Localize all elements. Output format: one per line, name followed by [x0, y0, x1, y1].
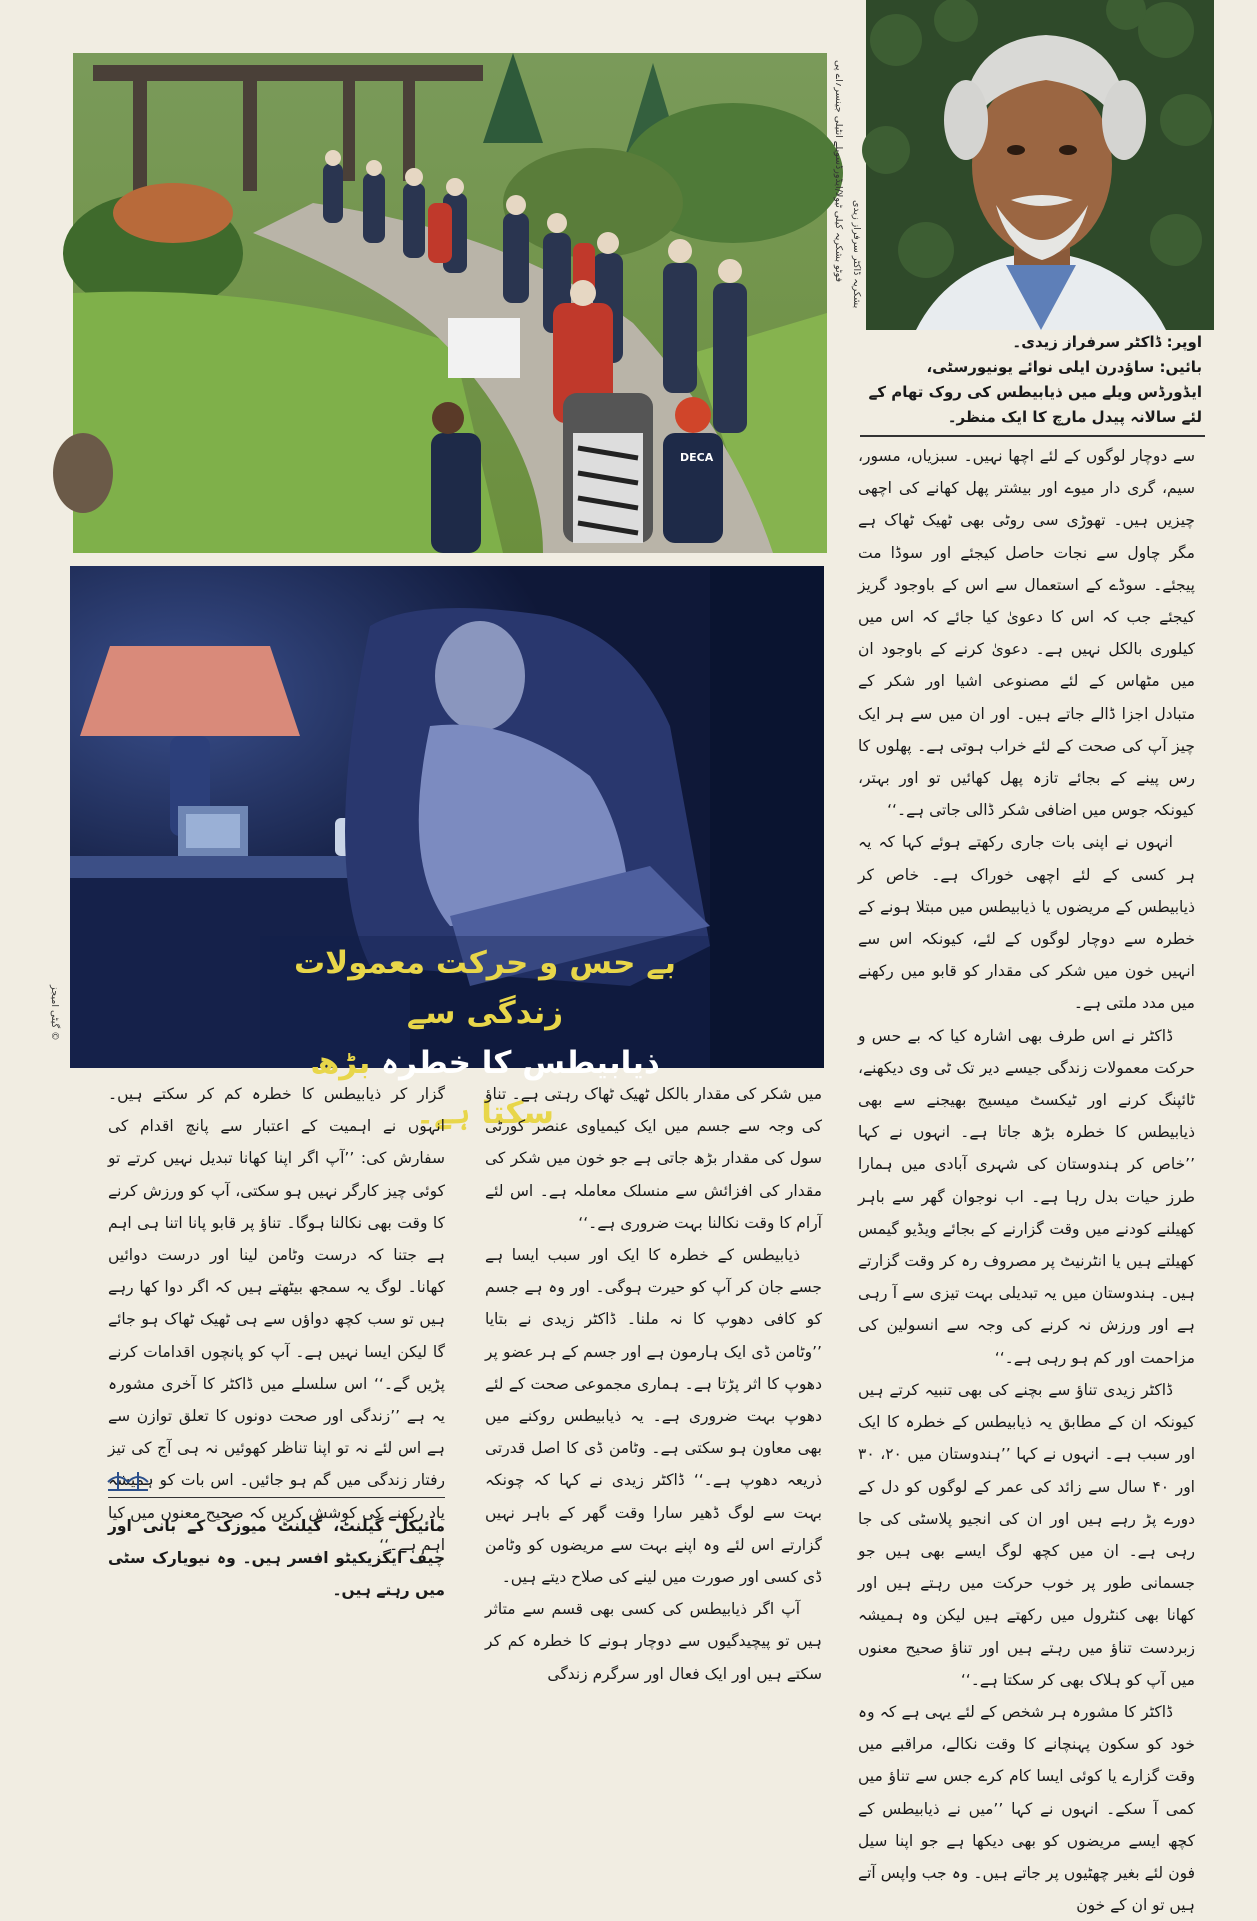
dr-zaidi-portrait [866, 0, 1214, 330]
right-para-4: ڈاکٹر زیدی تناؤ سے بچنے کی بھی تنبیہ کرتے ہیں کیونکہ ان کے مطابق یہ ذیابیطس کے خطرہ کا ایک اور سبب ہے۔ انہوں نے کہا ’’ہندوستان میں ۲۰، ۳۰ اور ۴۰ سال سے زائد کی عمر کے لوگوں کو دل کے دورے پڑ رہے ہیں اور ان کی انجیو پلاسٹی کی جا رہی ہے۔ ان میں کچھ لوگ ایسے بھی ہیں جو جسمانی طور پر خوب حرکت میں رہتے ہیں اور کھانا بھی کنٹرول میں رکھتے ہیں لیکن وہ ہمیشہ زبردست تناؤ میں رہتے ہیں اور تناؤ صحیح معنوں میں آپ کو ہلاک بھی کر سکتا ہے۔‘‘ [858, 1380, 1195, 1689]
sleeping-man-photo [70, 566, 824, 1131]
march-photo-credit: فوٹو بشکریہ کیلی ٹیولا/ایڈورڈسویلے انٹیلی جینسر؍اے پی [833, 60, 844, 283]
march-sign-text: DECA [680, 451, 714, 464]
author-bio-text: مائیکل گیلنٹ، گیلنٹ میوزک کے بانی اور چیف ایگزیکیٹو افسر ہیں۔ وہ نیویارک سٹی میں رہتے ہیں۔ [108, 1517, 445, 1600]
caption-left: بائیں: ساؤدرن ایلی نوائے یونیورسٹی، ایڈورڈس ویلے میں ذیابیطس کی روک تھام کے لئے سالانہ پیدل مارچ کا ایک منظر۔ [868, 358, 1202, 426]
caption-divider [860, 435, 1205, 437]
bridge-ornament-icon [108, 1470, 148, 1498]
right-para-1: سے دوچار لوگوں کے لئے اچھا نہیں۔ سبزیاں، مسور، سیم، گری دار میوے اور بیشتر پھل کھانے کی اچھی چیزیں ہیں۔ تھوڑی سی روٹی بھی ٹھیک ٹھاک ہے مگر چاول سے نجات حاصل کیجئے اور سوڈا مت پیجئے۔ سوڈے کے استعمال سے اس کے باوجود گریز کیجئے جب کہ اس کا دعویٰ کیا جائے کہ اس میں کیلوری بالکل نہیں ہے۔ دعویٰ کرنے کے باوجود ان میں مٹھاس کے لئے مصنوعی اشیا اور شکر کے متبادل اجزا ڈالے جاتے ہیں۔ اور ان میں سے ہر ایک چیز آپ کی صحت کے لئے خراب ہوتی ہے۔ پھلوں کا رس پینے کے بجائے تازہ پھل کھائیں تو اور بہتر، کیونکہ جوس میں اضافی شکر ڈالی جاتی ہے۔‘‘ [858, 447, 1195, 820]
diabetes-walk-photo [73, 53, 827, 553]
middle-para-2: ذیابیطس کے خطرہ کا ایک اور سبب ایسا ہے جسے جان کر آپ کو حیرت ہوگی۔ اور وہ ہے جسم کو کافی دھوپ کا نہ ملنا۔ ڈاکٹر زیدی نے بتایا ’’وٹامن ڈی ایک ہارمون ہے اور جسم کے ہر عضو پر دھوپ کا اثر پڑتا ہے۔ ہماری مجموعی صحت کے لئے دھوپ بہت ضروری ہے۔ یہ ذیابیطس روکنے میں بھی معاون ہو سکتی ہے۔ وٹامن ڈی کا اصل قدرتی ذریعہ دھوپ ہے۔‘‘ ڈاکٹر زیدی نے کہا کہ چونکہ بہت سے لوگ ڈھیر سارا وقت گھر کے باہر نہیں گزارتے اس لئے وہ اپنے بہت سے مریضوں کو وٹامن ڈی کسی اور صورت میں لینے کی صلاح دیتے ہیں۔ [485, 1246, 822, 1587]
sleep-photo-credit: © گیٹی امیجز [49, 985, 60, 1041]
right-para-3: ڈاکٹر نے اس طرف بھی اشارہ کیا کہ بے حس و حرکت معمولات زندگی جیسے دیر تک ٹی وی دیکھنے، ٹائپنگ کرنے اور ٹیکسٹ میسیج بھیجنے سے بھی ذیابیطس کا خطرہ بڑھ جاتا ہے۔ انہوں نے کہا ’’خاص کر ہندوستان کی شہری آبادی میں ہمارا طرز حیات بدل رہا ہے۔ اب نوجوان گھر سے باہر کھیلنے کودنے میں وقت گزارنے کے بجائے ویڈیو گیمس کھیلتے ہیں یا انٹرنیٹ پر مصروف رہ کر وقت گزارتے ہیں۔ ہندوستان میں یہ تبدیلی بہت تیزی سے آ رہی ہے اور ورزش نہ کرنے کی وجہ سے انسولین کی مزاحمت اور کم ہو رہی ہے۔‘‘ [858, 1026, 1195, 1367]
author-bio [108, 1510, 445, 1607]
headline-line-1: بے حس و حرکت معمولات زندگی سے [293, 945, 677, 1031]
headline-line-2-yellow: بڑھ سکتا ہے۔ [310, 1045, 555, 1131]
right-column-text [858, 440, 1195, 1915]
middle-para-1: میں شکر کی مقدار بالکل ٹھیک ٹھاک رہتی ہے۔ تناؤ کی وجہ سے جسم میں ایک کیمیاوی عنصر کورٹی سول کی مقدار بڑھ جاتی ہے جو خون میں شکر کی مقدار کی افزائش سے منسلک معاملہ ہے۔ اس لئے آرام کا وقت نکالنا بہت ضروری ہے۔‘‘ [485, 1085, 822, 1232]
middle-para-3: آپ اگر ذیابیطس کی کسی بھی قسم سے متاثر ہیں تو پیچیدگیوں سے دوچار ہونے کا خطرہ کم کر سکتے ہیں اور ایک فعال اور سرگرم زندگی [485, 1600, 822, 1683]
left-column-text [108, 1078, 445, 1554]
right-para-5: ڈاکٹر کا مشورہ ہر شخص کے لئے یہی ہے کہ وہ خود کو سکون پہنچانے کا وقت نکالے، مراقبے میں وقت گزارے یا کوئی ایسا کام کرے جس سے تناؤ میں کمی آ سکے۔ انہوں نے کہا ’’میں نے ذیابیطس کے کچھ ایسے مریضوں کو بھی دیکھا ہے جو اپنا سیل فون لئے بغیر چھٹیوں پر جاتے ہیں۔ وہ جب واپس آتے ہیں تو ان کے خون [858, 1702, 1195, 1915]
caption-top: اوپر: ڈاکٹر سرفراز زیدی۔ [1012, 333, 1202, 351]
photo-caption [866, 330, 1202, 430]
right-para-2: انہوں نے اپنی بات جاری رکھتے ہوئے کہا کہ یہ ہر کسی کے لئے اچھی خوراک ہے۔ خاص کر ذیابیطس کے مریضوں یا ذیابیطس میں مبتلا ہونے کے خطرہ سے دوچار لوگوں کے لئے، کیونکہ اس سے انہیں خون میں شکر کی مقدار کو قابو میں رکھنے میں مدد ملتی ہے۔ [858, 833, 1195, 1013]
left-para-1: گزار کر ذیابیطس کا خطرہ کم کر سکتے ہیں۔ انہوں نے اہمیت کے اعتبار سے پانچ اقدام کی سفارش کی: ’’آپ اگر اپنا کھانا تبدیل نہیں کرتے تو کوئی چیز کارگر نہیں ہو سکتی، آپ کو ورزش کرنے کا وقت بھی نکالنا ہوگا۔ تناؤ پر قابو پانا اتنا ہی اہم ہے جتنا کہ درست وٹامن لینا اور درست دوائیں کھانا۔ لوگ یہ سمجھ بیٹھتے ہیں کہ اگر دوا کھا رہے ہیں تو سب کچھ دواؤں سے ہی ٹھیک ٹھاک ہو جائے گا لیکن ایسا نہیں ہے۔ آپ کو پانچوں اقدامات کرنے پڑیں گے۔‘‘ اس سلسلے میں ڈاکٹر کا آخری مشورہ یہ ہے ’’زندگی اور صحت دونوں کا تعلق توازن سے ہے اس لئے نہ تو اپنا تناظر کھوئیں نہ ہی آج کی تیز رفتار زندگی میں گم ہو جائیں۔ اس بات کو ہمیشہ یاد رکھنے کی کوشش کریں کہ صحیح معنوں میں کیا اہم ہے۔‘‘ [108, 1085, 445, 1554]
bio-divider [108, 1497, 445, 1498]
middle-column-text [485, 1078, 822, 1683]
headline-line-2-white: ذیابیطس کا خطرہ [381, 1045, 660, 1081]
portrait-photo-credit: بشکریہ ڈاکٹر سرفراز زیدی [851, 200, 862, 309]
